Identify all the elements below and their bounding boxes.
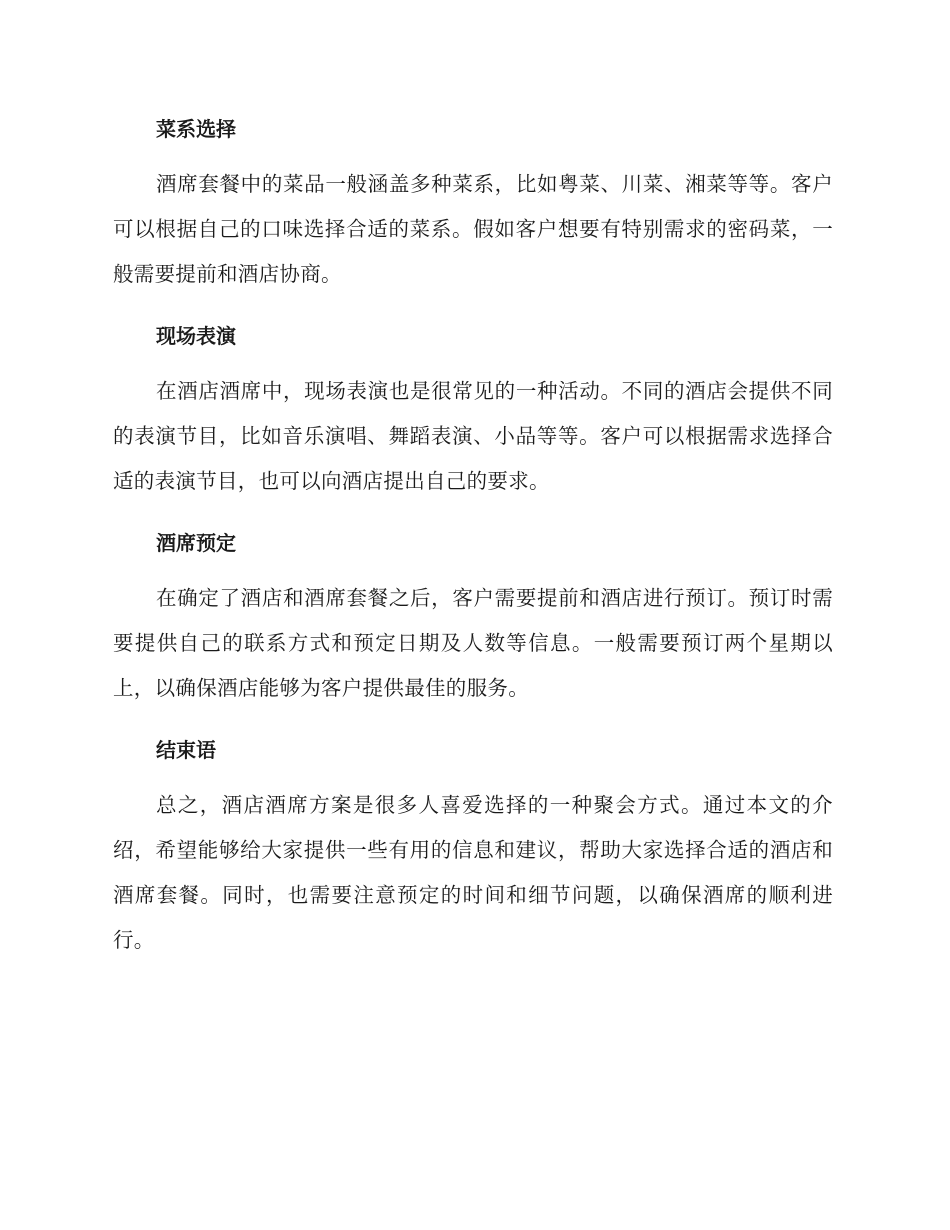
section-heading: 结束语 <box>156 738 216 762</box>
section-heading: 酒席预定 <box>156 531 236 555</box>
section-conclusion <box>113 731 833 963</box>
section-paragraph: 总之，酒店酒席方案是很多人喜爱选择的一种聚会方式。通过本文的介绍，希望能够给大家提供一些有用的信息和建议，帮助大家选择合适的酒店和酒席套餐。同时，也需要注意预定的时间和细节问题，以确保酒席的顺利进行。 <box>113 793 833 952</box>
section-performance <box>113 317 833 504</box>
section-heading: 现场表演 <box>156 324 236 348</box>
section-paragraph: 在确定了酒店和酒席套餐之后，客户需要提前和酒店进行预订。预订时需要提供自己的联系方式和预定日期及人数等信息。一般需要预订两个星期以上，以确保酒店能够为客户提供最佳的服务。 <box>113 586 833 700</box>
section-paragraph: 在酒店酒席中，现场表演也是很常见的一种活动。不同的酒店会提供不同的表演节目，比如音乐演唱、舞蹈表演、小品等等。客户可以根据需求选择合适的表演节目，也可以向酒店提出自己的要求。 <box>113 379 833 493</box>
section-heading: 菜系选择 <box>156 117 236 141</box>
section-reservation <box>113 524 833 711</box>
section-cuisine <box>113 110 833 297</box>
document-page <box>113 110 833 983</box>
section-paragraph: 酒席套餐中的菜品一般涵盖多种菜系，比如粤菜、川菜、湘菜等等。客户可以根据自己的口味选择合适的菜系。假如客户想要有特别需求的密码菜，一般需要提前和酒店协商。 <box>113 172 833 286</box>
